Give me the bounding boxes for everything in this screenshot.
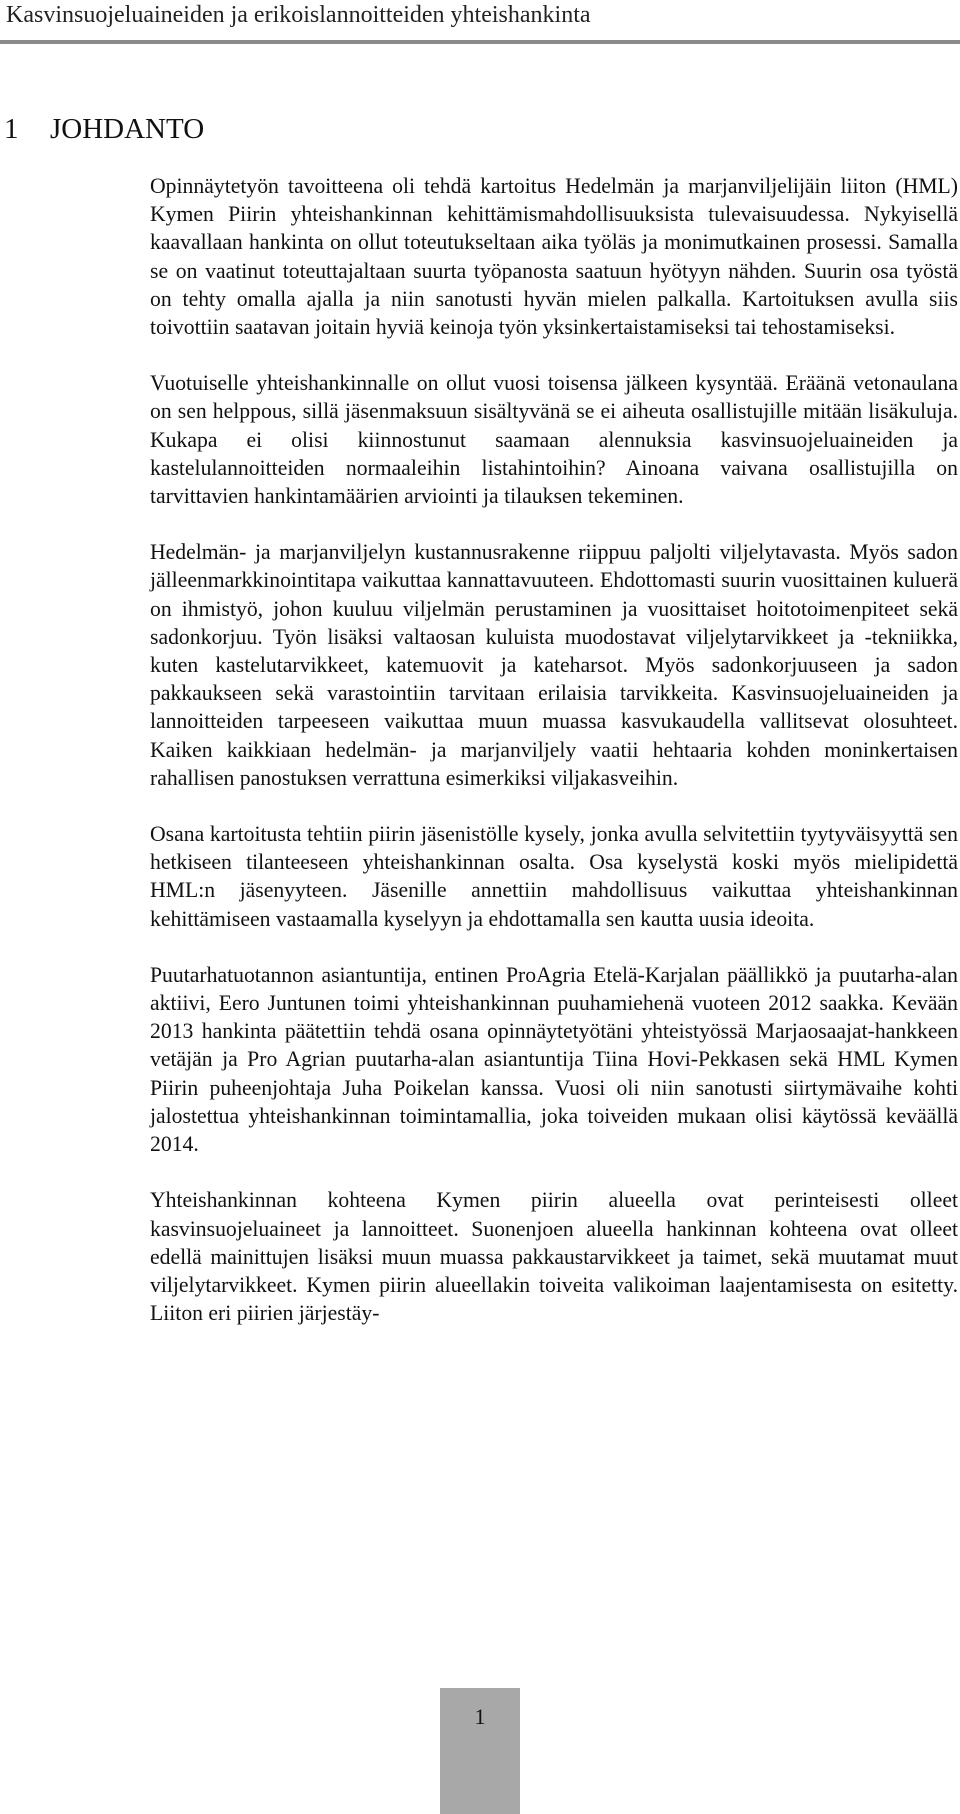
section-number: 1 xyxy=(4,113,19,145)
section-title: JOHDANTO xyxy=(50,113,205,145)
paragraph: Opinnäytetyön tavoitteena oli tehdä kartoitus Hedelmän ja marjanviljelijäin liiton (HML) Kymen Piirin yhteishankinnan kehittämismahdollisuuksista tulevaisuudessa. Nykyisellä kaavallaan hankinta on ollut toteutukseltaan aika työläs ja monimutkainen prosessi. Samalla se on vaatinut toteuttajaltaan suurta työpanosta saatuun hyötyyn nähden. Suurin osa työstä on tehty omalla ajalla ja niin sanotusti hyvän mielen palkalla. Kartoituksen avulla siis toivottiin saatavan joitain hyviä keinoja työn yksinkertaistamiseksi tai tehostamiseksi. xyxy=(150,174,958,340)
body-text xyxy=(150,172,958,1355)
running-header xyxy=(0,0,960,44)
paragraph: Hedelmän- ja marjanviljelyn kustannusrakenne riippuu paljolti viljelytavasta. Myös sadon jälleenmarkkinointitapa vaikuttaa kannattavuuteen. Ehdottomasti suurin vuosittainen kuluerä on ihmistyö, johon kuuluu viljelmän perustaminen ja vuosittaiset hoitotoimenpiteet sekä sadonkorjuu. Työn lisäksi valtaosan kuluista muodostavat viljelytarvikkeet ja -tekniikka, kuten kastelutarvikkeet, katemuovit ja kateharsot. Myös sadonkorjuuseen ja sadon pakkaukseen sekä varastointiin tarvitaan erilaisia tarvikkeita. Kasvinsuojeluaineiden ja lannoitteiden tarpeeseen vaikuttaa muun muassa kasvukaudella vallitsevat olosuhteet. Kaiken kaikkiaan hedelmän- ja marjanviljely vaatii hehtaaria kohden moninkertaisen rahallisen panostuksen verrattuna esimerkiksi viljakasveihin. xyxy=(150,540,958,790)
paragraph: Puutarhatuotannon asiantuntija, entinen ProAgria Etelä-Karjalan päällikkö ja puutarha-alan aktiivi, Eero Juntunen toimi yhteishankinnan puuhamiehenä vuoteen 2012 saakka. Kevään 2013 hankinta päätettiin tehdä osana opinnäytetyötäni yhteistyössä Marjaosaajat-hankkeen vetäjän ja Pro Agrian puutarha-alan asiantuntija Tiina Hovi-Pekkasen sekä HML Kymen Piirin puheenjohtaja Juha Poikelan kanssa. Vuosi oli niin sanotusti siirtymävaihe kohti jalostettua yhteishankinnan toimintamallia, joka toiveiden mukaan olisi käytössä keväällä 2014. xyxy=(150,962,958,1157)
section-heading xyxy=(4,113,204,146)
paragraph: Yhteishankinnan kohteena Kymen piirin alueella ovat perinteisesti olleet kasvinsuojeluaineet ja lannoitteet. Suonenjoen alueella hankinnan kohteena ovat olleet edellä mainittujen lisäksi muun muassa pakkaustarvikkeet ja taimet, sekä muutamat muut viljelytarvikkeet. Kymen piirin alueellakin toiveita valikoiman laajentamisesta on esitetty. Liiton eri piirien järjestäy- xyxy=(150,1188,958,1326)
header-title: Kasvinsuojeluaineiden ja erikoislannoitteiden yhteishankinta xyxy=(6,2,591,28)
header-rule xyxy=(0,40,960,44)
page-number-box xyxy=(440,1688,520,1814)
page-number: 1 xyxy=(474,1704,486,1729)
paragraph: Osana kartoitusta tehtiin piirin jäsenistölle kysely, jonka avulla selvitettiin tyytyväisyyttä sen hetkiseen tilanteeseen yhteishankinnan osalta. Osa kyselystä koski myös mielipidettä HML:n jäsenyyteen. Jäsenille annettiin mahdollisuus vaikuttaa yhteishankinnan kehittämiseen vastaamalla kyselyyn ja ehdottamalla sen kautta uusia ideoita. xyxy=(150,822,958,931)
paragraph: Vuotuiselle yhteishankinnalle on ollut vuosi toisensa jälkeen kysyntää. Eräänä vetonaulana on sen helppous, sillä jäsenmaksuun sisältyvänä se ei aiheuta osallistujille mitään lisäkuluja. Kukapa ei olisi kiinnostunut saamaan alennuksia kasvinsuojeluaineiden ja kastelulannoitteiden normaaleihin listahintoihin? Ainoana vaivana osallistujilla on tarvittavien hankintamäärien arviointi ja tilauksen tekeminen. xyxy=(150,371,958,509)
